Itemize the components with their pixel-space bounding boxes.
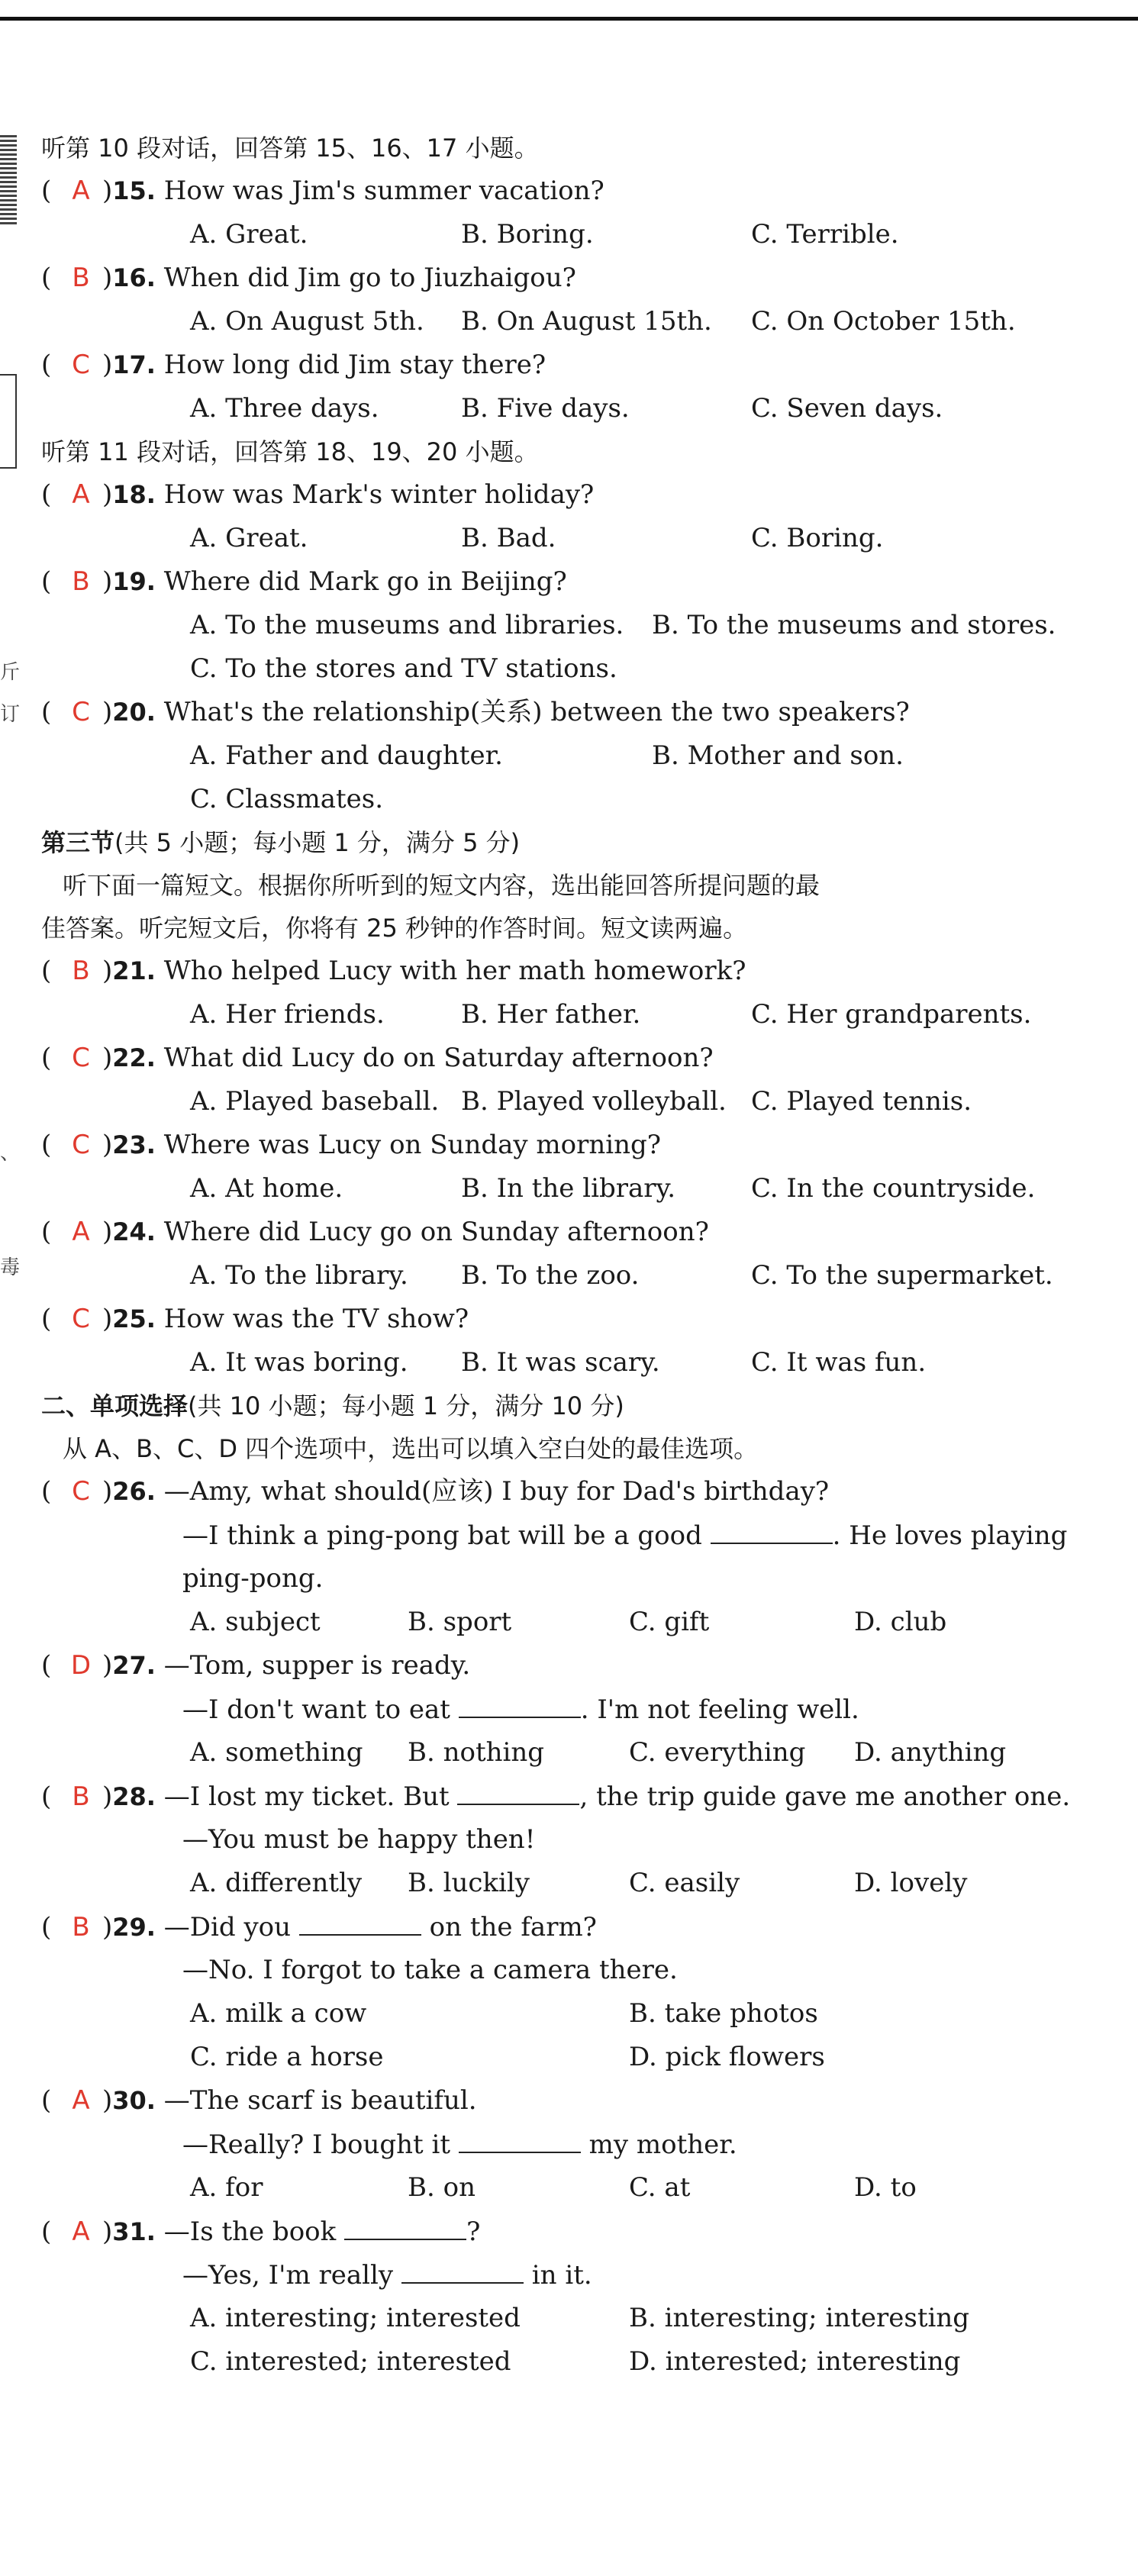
option: B. To the museums and stores. <box>652 610 1056 640</box>
option: D. pick flowers <box>629 2042 825 2072</box>
option: C. To the stores and TV stations. <box>190 653 617 684</box>
margin-glyph: 斤 <box>0 661 21 684</box>
option: D. to <box>854 2172 917 2203</box>
question-number: 26. <box>112 1477 156 1506</box>
option: B. on <box>408 2172 476 2203</box>
question-27: ( D )27. —Tom, supper is ready. <box>41 1650 471 1681</box>
question-18: ( A )18. How was Mark's winter holiday? <box>41 479 595 510</box>
dialogue-text: . He loves playing <box>832 1520 1068 1551</box>
question-23: ( C )23. Where was Lucy on Sunday morning? <box>41 1130 662 1160</box>
option: B. Mother and son. <box>652 740 904 771</box>
option: B. Bad. <box>461 523 556 553</box>
answer-blank[interactable] <box>299 1910 421 1936</box>
section-title: 第三节 <box>41 828 115 857</box>
question-stem: —Tom, supper is ready. <box>163 1650 471 1681</box>
option: C. interested; interested <box>190 2346 511 2377</box>
dialogue-line <box>182 2258 592 2292</box>
option: A. Father and daughter. <box>190 740 503 771</box>
option: C. easily <box>629 1868 740 1898</box>
option: D. lovely <box>854 1868 968 1898</box>
option: A. differently <box>190 1868 363 1898</box>
question-20: ( C )20. What's the relationship(关系) between the two speakers? <box>41 697 910 727</box>
option: B. Played volleyball. <box>461 1086 727 1117</box>
option: B. Five days. <box>461 393 630 424</box>
question-number: 17. <box>112 350 156 379</box>
option: A. for <box>190 2172 263 2203</box>
question-stem: —I lost my ticket. But <box>163 1781 450 1812</box>
question-stem: —Amy, what should(应该) I buy for Dad's birthday? <box>163 1476 830 1507</box>
dialogue-line <box>182 2127 737 2162</box>
option: D. club <box>854 1607 947 1637</box>
dialogue-text: —Yes, I'm really <box>182 2260 394 2291</box>
margin-glyph: 毒 <box>0 1256 21 1279</box>
answer-mark: C <box>72 350 90 380</box>
question-16: ( B )16. When did Jim go to Jiuzhaigou? <box>41 263 576 293</box>
question-number: 28. <box>112 1782 156 1811</box>
left-margin-strip <box>0 122 21 1279</box>
question-number: 25. <box>112 1304 156 1333</box>
answer-mark: B <box>72 1912 90 1942</box>
question-stem: Where did Lucy go on Sunday afternoon? <box>163 1217 709 1247</box>
question-number: 16. <box>112 263 156 292</box>
answer-blank[interactable] <box>459 1692 581 1718</box>
question-number: 24. <box>112 1217 156 1246</box>
option: B. Boring. <box>461 219 594 250</box>
answer-mark: C <box>72 1304 90 1334</box>
question-number: 30. <box>112 2086 156 2115</box>
option: A. At home. <box>190 1173 343 1204</box>
answer-blank[interactable] <box>344 2214 466 2240</box>
answer-mark: A <box>72 2217 90 2247</box>
option: C. Her grandparents. <box>751 999 1032 1030</box>
answer-mark: A <box>72 479 90 510</box>
answer-mark: C <box>72 697 90 727</box>
question-stem: How was the TV show? <box>163 1304 469 1334</box>
option: C. It was fun. <box>751 1347 927 1378</box>
dialogue-text: —Really? I bought it <box>182 2129 451 2160</box>
option: A. milk a cow <box>190 1998 367 2029</box>
dialogue-line: —You must be happy then! <box>182 1824 536 1855</box>
question-stem: Who helped Lucy with her math homework? <box>163 956 746 986</box>
option: C. at <box>629 2172 691 2203</box>
instruction-line: 听下面一篇短文。根据你所听到的短文内容，选出能回答所提问题的最 <box>63 871 820 900</box>
option: A. Played baseball. <box>190 1086 440 1117</box>
section-heading: 听第 10 段对话，回答第 15、16、17 小题。 <box>41 134 539 163</box>
instruction-line: 佳答案。听完短文后，你将有 25 秒钟的作答时间。短文读两遍。 <box>41 914 748 943</box>
answer-blank[interactable] <box>457 1779 579 1805</box>
option: C. Boring. <box>751 523 884 553</box>
option: C. everything <box>629 1737 806 1768</box>
instruction-line: 从 A、B、C、D 四个选项中，选出可以填入空白处的最佳选项。 <box>63 1434 759 1463</box>
qr-code-fragment <box>0 133 17 224</box>
answer-mark: B <box>72 566 90 597</box>
option: D. interested; interesting <box>629 2346 961 2377</box>
question-31: ( A )31. —Is the book ? <box>41 2214 480 2249</box>
section-3-heading <box>41 826 520 859</box>
question-stem: Where did Mark go in Beijing? <box>163 566 567 597</box>
option: A. something <box>190 1737 363 1768</box>
option: B. Her father. <box>461 999 641 1030</box>
dialogue-text: in it. <box>531 2260 592 2291</box>
option: C. Played tennis. <box>751 1086 972 1117</box>
dialogue-line <box>182 1692 859 1726</box>
option: C. Terrible. <box>751 219 899 250</box>
option: B. To the zoo. <box>461 1260 640 1291</box>
question-stem: How was Jim's summer vacation? <box>163 176 604 206</box>
option: D. anything <box>854 1737 1007 1768</box>
dialogue-text: —I don't want to eat <box>182 1694 450 1725</box>
question-stem: What did Lucy do on Saturday afternoon? <box>163 1043 714 1073</box>
question-stem: ? <box>466 2217 481 2247</box>
option: C. Classmates. <box>190 784 384 814</box>
option: C. In the countryside. <box>751 1173 1036 1204</box>
dialogue-text: . I'm not feeling well. <box>580 1694 859 1725</box>
answer-blank[interactable] <box>401 2258 524 2284</box>
margin-box <box>0 374 17 469</box>
answer-mark: B <box>72 263 90 293</box>
option: A. Three days. <box>190 393 379 424</box>
option: B. On August 15th. <box>461 306 712 337</box>
question-30: ( A )30. —The scarf is beautiful. <box>41 2085 477 2116</box>
question-19: ( B )19. Where did Mark go in Beijing? <box>41 566 567 597</box>
question-number: 29. <box>112 1913 156 1942</box>
option: B. luckily <box>408 1868 530 1898</box>
option: A. To the library. <box>190 1260 408 1291</box>
part-title: 二、单项选择 <box>41 1391 189 1420</box>
question-number: 20. <box>112 698 156 727</box>
option: C. To the supermarket. <box>751 1260 1053 1291</box>
question-stem: Where was Lucy on Sunday morning? <box>163 1130 662 1160</box>
question-stem: How long did Jim stay there? <box>163 350 546 380</box>
question-number: 18. <box>112 480 156 509</box>
option: B. It was scary. <box>461 1347 660 1378</box>
question-21: ( B )21. Who helped Lucy with her math homework? <box>41 956 746 986</box>
option: B. nothing <box>408 1737 545 1768</box>
answer-mark: C <box>72 1130 90 1160</box>
answer-blank[interactable] <box>459 2127 581 2153</box>
question-number: 19. <box>112 567 156 596</box>
question-stem: —Did you <box>163 1912 292 1942</box>
option: C. gift <box>629 1607 710 1637</box>
option: B. In the library. <box>461 1173 676 1204</box>
question-stem: —Is the book <box>163 2217 337 2247</box>
option: A. interesting; interested <box>190 2303 521 2333</box>
option: B. take photos <box>629 1998 818 2029</box>
dialogue-line <box>182 1518 1067 1552</box>
question-number: 31. <box>112 2217 156 2246</box>
answer-mark: C <box>72 1043 90 1073</box>
answer-mark: A <box>72 1217 90 1247</box>
question-29: ( B )29. —Did you on the farm? <box>41 1910 597 1944</box>
dialogue-text: my mother. <box>588 2129 737 2160</box>
question-stem: When did Jim go to Jiuzhaigou? <box>163 263 576 293</box>
answer-mark: B <box>72 1781 90 1812</box>
dialogue-line: —No. I forgot to take a camera there. <box>182 1955 678 1985</box>
answer-blank[interactable] <box>711 1518 833 1544</box>
answer-mark: A <box>72 2085 90 2116</box>
option: C. Seven days. <box>751 393 943 424</box>
question-26: ( C )26. —Amy, what should(应该) I buy for Dad's birthday? <box>41 1476 830 1507</box>
option: B. interesting; interesting <box>629 2303 970 2333</box>
question-number: 15. <box>112 176 156 205</box>
option: A. Great. <box>190 523 308 553</box>
question-15: ( A )15. How was Jim's summer vacation? <box>41 176 604 206</box>
part-rule: (共 10 小题；每小题 1 分，满分 10 分) <box>188 1391 624 1420</box>
question-number: 21. <box>112 956 156 985</box>
dialogue-line: ping-pong. <box>182 1563 324 1594</box>
question-22: ( C )22. What did Lucy do on Saturday afternoon? <box>41 1043 714 1073</box>
part-2-heading <box>41 1389 624 1423</box>
top-border-rule <box>0 17 1138 21</box>
question-number: 22. <box>112 1043 156 1072</box>
answer-mark: A <box>72 176 90 206</box>
answer-mark: B <box>72 956 90 986</box>
option: C. On October 15th. <box>751 306 1016 337</box>
question-24: ( A )24. Where did Lucy go on Sunday afternoon? <box>41 1217 709 1247</box>
answer-mark: D <box>70 1650 92 1681</box>
question-17: ( C )17. How long did Jim stay there? <box>41 350 546 380</box>
margin-glyph: 订 <box>0 703 21 726</box>
option: A. On August 5th. <box>190 306 424 337</box>
question-28: ( B )28. —I lost my ticket. But , the trip guide gave me another one. <box>41 1779 1070 1814</box>
question-stem: , the trip guide gave me another one. <box>579 1781 1071 1812</box>
option: A. Great. <box>190 219 308 250</box>
question-number: 27. <box>112 1651 156 1680</box>
option: B. sport <box>408 1607 512 1637</box>
section-rule: (共 5 小题；每小题 1 分，满分 5 分) <box>114 828 521 857</box>
question-stem: on the farm? <box>429 1912 597 1942</box>
question-25: ( C )25. How was the TV show? <box>41 1304 469 1334</box>
dialogue-text: —I think a ping-pong bat will be a good <box>182 1520 702 1551</box>
option: A. subject <box>190 1607 321 1637</box>
question-number: 23. <box>112 1130 156 1159</box>
margin-glyph: 、 <box>0 1142 21 1165</box>
question-stem: What's the relationship(关系) between the two speakers? <box>163 697 910 727</box>
option: A. It was boring. <box>190 1347 408 1378</box>
answer-mark: C <box>72 1476 90 1507</box>
option: A. To the museums and libraries. <box>190 610 624 640</box>
option: A. Her friends. <box>190 999 385 1030</box>
option: C. ride a horse <box>190 2042 384 2072</box>
question-stem: —The scarf is beautiful. <box>163 2085 477 2116</box>
section-heading: 听第 11 段对话，回答第 18、19、20 小题。 <box>41 437 539 466</box>
question-stem: How was Mark's winter holiday? <box>163 479 595 510</box>
